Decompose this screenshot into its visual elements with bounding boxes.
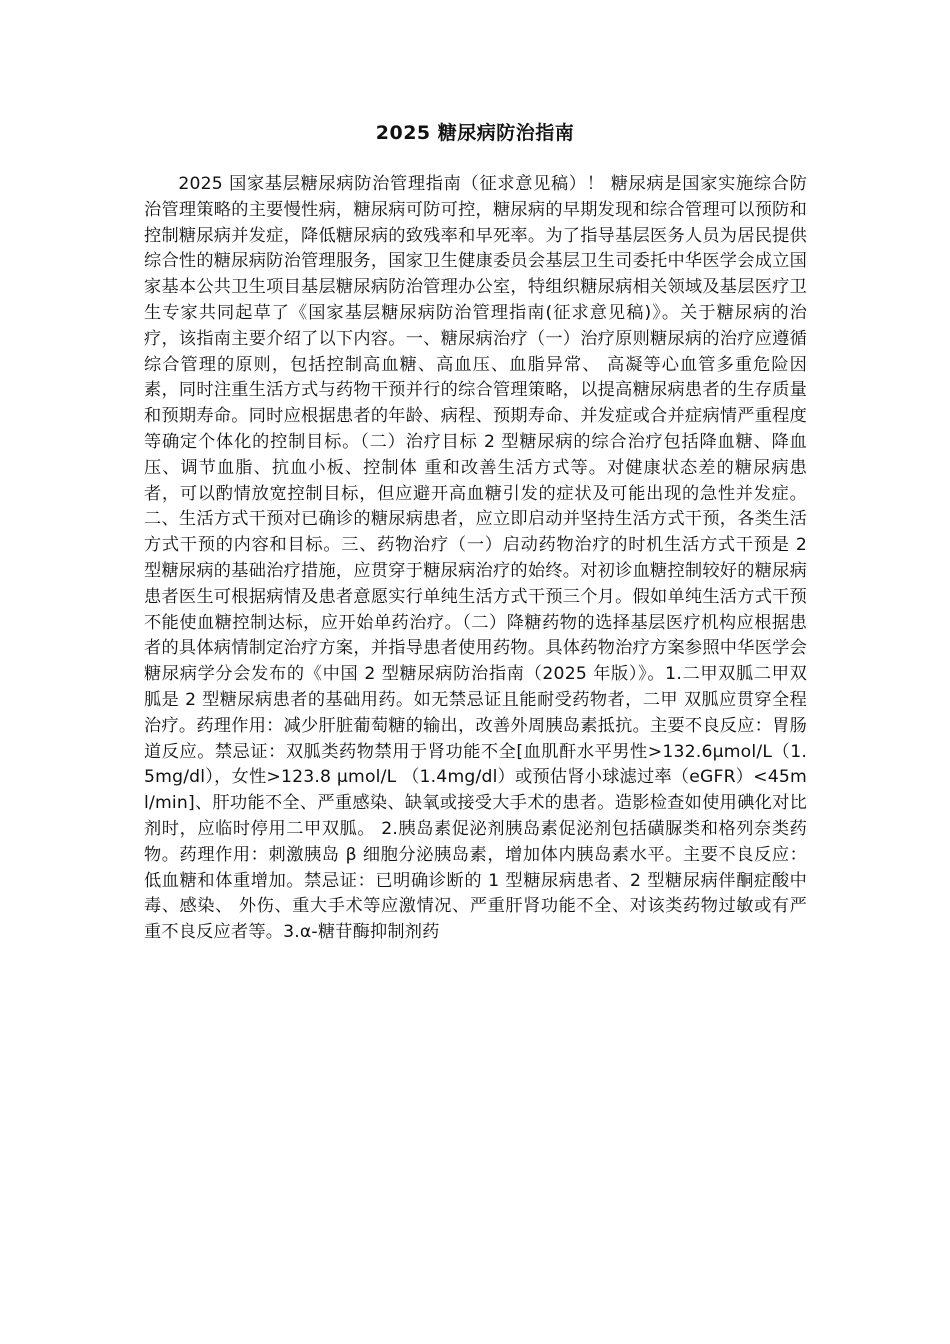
document-body-paragraph: 2025 国家基层糖尿病防治管理指南（征求意见稿）！ 糖尿病是国家实施综合防治管理策略的主要慢性病，糖尿病可防可控，糖尿病的早期发现和综合管理可以预防和控制糖尿病并发症，降低糖尿病的致残率和早死率。为了指导基层医务人员为居民提供综合性的糖尿病防治管理服务，国家卫生健康委员会基层卫生司委托中华医学会成立国家基本公共卫生项目基层糖尿病防治管理办公室，特组织糖尿病相关领域及基层医疗卫生专家共同起草了《国家基层糖尿病防治管理指南(征求意见稿)》。关于糖尿病的治疗，该指南主要介绍了以下内容。一、糖尿病治疗（一）治疗原则糖尿病的治疗应遵循综合管理的原则，包括控制高血糖、高血压、血脂异常、 高凝等心血管多重危险因素，同时注重生活方式与药物干预并行的综合管理策略，以提高糖尿病患者的生存质量和预期寿命。同时应根据患者的年龄、病程、预期寿命、并发症或合并症病情严重程度等确定个体化的控制目标。（二）治疗目标 2 型糖尿病的综合治疗包括降血糖、降血压、调节血脂、抗血小板、控制体 重和改善生活方式等。对健康状态差的糖尿病患者，可以酌情放宽控制目标，但应避开高血糖引发的症状及可能出现的急性并发症。二、生活方式干预对已确诊的糖尿病患者，应立即启动并坚持生活方式干预，各类生活方式干预的内容和目标。三、药物治疗（一）启动药物治疗的时机生活方式干预是 2 型糖尿病的基础治疗措施，应贯穿于糖尿病治疗的始终。对初诊血糖控制较好的糖尿病患者医生可根据病情及患者意愿实行单纯生活方式干预三个月。假如单纯生活方式干预不能使血糖控制达标，应开始单药治疗。（二）降糖药物的选择基层医疗机构应根据患者的具体病情制定治疗方案，并指导患者使用药物。具体药物治疗方案参照中华医学会糖尿病学分会发布的《中国 2 型糖尿病防治指南（2025 年版）》。1.二甲双胍二甲双胍是 2 型糖尿病患者的基础用药。如无禁忌证且能耐受药物者，二甲 双胍应贯穿全程治疗。药理作用：减少肝脏葡萄糖的输出，改善外周胰岛素抵抗。主要不良反应：胃肠道反应。禁忌证：双胍类药物禁用于肾功能不全[血肌酐水平男性>132.6μmol/L（1.5mg/dl），女性>123.8 μmol/L （1.4mg/dl）或预估肾小球滤过率（eGFR）<45ml/min]、肝功能不全、严重感染、缺氧或接受大手术的患者。造影检查如使用碘化对比剂时，应临时停用二甲双胍。 2.胰岛素促泌剂胰岛素促泌剂包括磺脲类和格列奈类药物。药理作用：刺激胰岛 β 细胞分泌胰岛素，增加体内胰岛素水平。主要不良反应：低血糖和体重增加。禁忌证：已明确诊断的 1 型糖尿病患者、2 型糖尿病伴酮症酸中毒、感染、 外伤、重大手术等应激情况、严重肝肾功能不全、对该类药物过敏或有严重不良反应者等。3.α-糖苷酶抑制剂药 xyxy=(144,174,807,943)
document-title: 2025 糖尿病防治指南 xyxy=(375,122,575,144)
